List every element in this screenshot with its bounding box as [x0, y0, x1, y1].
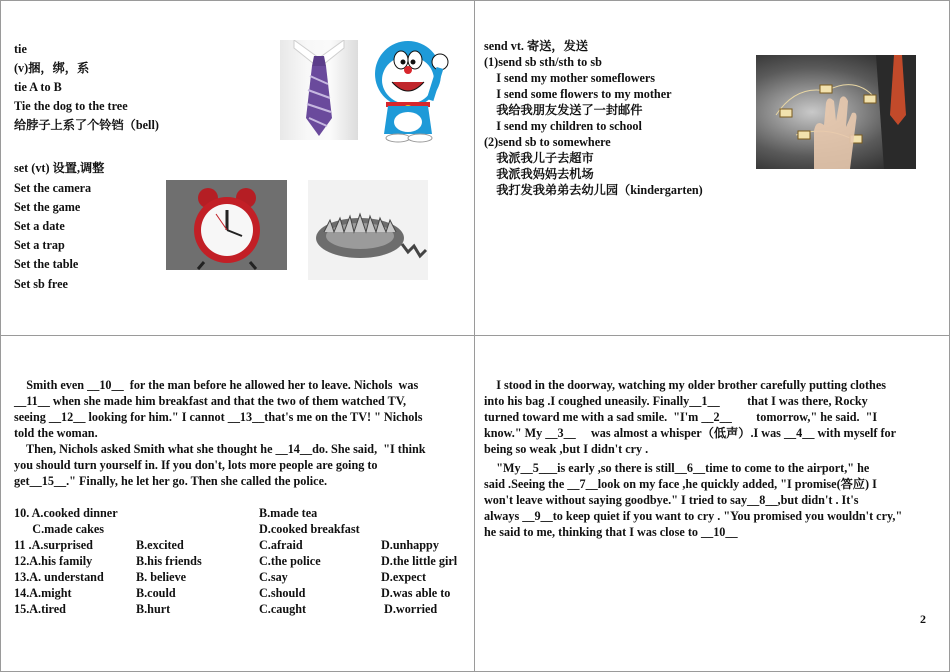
text-line: 给脖子上系了个铃铛（bell) [14, 118, 159, 132]
option: 12.A.his family [14, 554, 93, 568]
text-line: Tie the dog to the tree [14, 99, 128, 113]
passage-line: he said to me, thinking that I was close to __10__ [484, 525, 738, 539]
text-line: 我派我妈妈去机场 [484, 167, 594, 181]
option: D.cooked breakfast [259, 522, 360, 536]
horizontal-divider [0, 335, 950, 336]
passage-line: seeing __12__ looking for him." I cannot __13__that's me on the TV! " Nichols [14, 410, 423, 424]
option: D.unhappy [381, 538, 439, 552]
text-line: 我派我儿子去超市 [484, 151, 594, 165]
text-line: send vt. 寄送，发送 [484, 39, 588, 53]
passage-line: won't leave without saying goodbye." I tried to say__8__,but didn't . It's [484, 493, 859, 507]
passage-line: always __9__to keep quiet if you want to cry . "You promised you wouldn't cry," [484, 509, 903, 523]
text-line: tie [14, 42, 27, 56]
text-line: (v)捆，绑，系 [14, 61, 90, 75]
option: B.could [136, 586, 176, 600]
text-line: I send my mother someflowers [484, 71, 656, 85]
option: 15.A.tired [14, 602, 66, 616]
passage-line: into his bag .I coughed uneasily. Finally__1__ that I was there, Rocky [484, 394, 868, 408]
text-line: Set the camera [14, 181, 92, 195]
text-line: Set the table [14, 257, 79, 271]
envelope-network-image [756, 55, 916, 169]
option: B.made tea [259, 506, 318, 520]
passage-line: Smith even __10__ for the man before he allowed her to leave. Nichols was [14, 378, 419, 392]
option: D.the little girl [381, 554, 458, 568]
passage-line: Then, Nichols asked Smith what she thought he __14__do. She said, "I think [14, 442, 426, 456]
passage-line: get__15__." Finally, he let her go. Then she called the police. [14, 474, 328, 488]
option: C.afraid [259, 538, 303, 552]
text-line: (1)send sb sth/sth to sb [484, 55, 602, 69]
option: C.made cakes [14, 522, 105, 536]
option: D.was able to [381, 586, 451, 600]
option: D.worried [381, 602, 438, 616]
passage-line: told the woman. [14, 426, 98, 440]
text-line: 我打发我弟弟去幼儿园（kindergarten) [484, 183, 703, 197]
trap-image [308, 180, 428, 280]
option: 11 .A.surprised [14, 538, 93, 552]
passage-line: you should turn yourself in. If you don't, lots more people are going to [14, 458, 378, 472]
option: B.hurt [136, 602, 171, 616]
passage-line: said .Seeing the __7__look on my face ,he quickly added, "I promise(答应) I [484, 477, 877, 491]
option: B. believe [136, 570, 187, 584]
text-line: (2)send sb to somewhere [484, 135, 611, 149]
passage-line: turned toward me with a sad smile. "I'm __2__ tomorrow," he said. "I [484, 410, 878, 424]
option: 10. A.cooked dinner [14, 506, 118, 520]
passage-line: know." My __3__ was almost a whisper（低声）.I was __4__ with myself for [484, 426, 896, 440]
text-line: set (vt) 设置,调整 [14, 161, 105, 175]
passage-line: __11__ when she made him breakfast and that the two of them watched TV, [14, 394, 407, 408]
option: D.expect [381, 570, 427, 584]
passage-line: being so weak ,but I didn't cry . [484, 442, 649, 456]
page-number: 2 [920, 612, 926, 626]
option: B.his friends [136, 554, 202, 568]
option: 14.A.might [14, 586, 72, 600]
option: C.caught [259, 602, 307, 616]
passage-line: I stood in the doorway, watching my older brother carefully putting clothes [484, 378, 886, 392]
text-line: tie A to B [14, 80, 62, 94]
text-line: Set the game [14, 200, 81, 214]
option: 13.A. understand [14, 570, 104, 584]
text-line: 我给我朋友发送了一封邮件 [484, 103, 643, 117]
necktie-image [280, 40, 358, 140]
text-line: I send my children to school [484, 119, 642, 133]
passage-line: "My__5___is early ,so there is still__6__time to come to the airport," he [484, 461, 870, 475]
alarm-clock-image [166, 180, 287, 270]
vertical-divider [474, 0, 475, 672]
option: C.should [259, 586, 306, 600]
option: C.say [259, 570, 288, 584]
option: B.excited [136, 538, 184, 552]
text-line: I send some flowers to my mother [484, 87, 672, 101]
doraemon-image [370, 38, 450, 143]
text-line: Set sb free [14, 277, 68, 291]
text-line: Set a trap [14, 238, 65, 252]
option: C.the police [259, 554, 321, 568]
text-line: Set a date [14, 219, 65, 233]
